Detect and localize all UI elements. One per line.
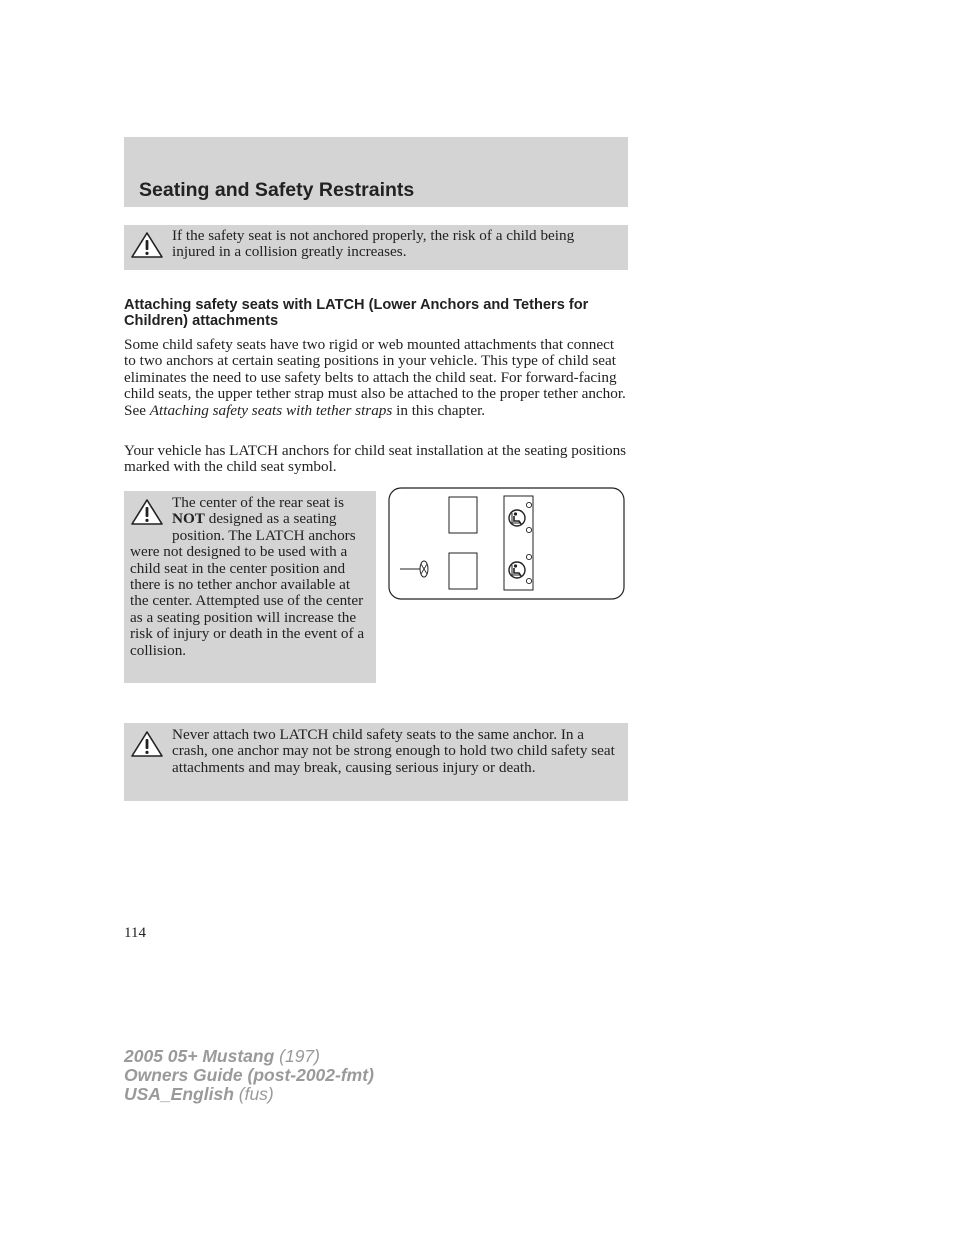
footer-model: 2005 05+ Mustang: [124, 1046, 275, 1066]
front-seat-right: [449, 497, 477, 533]
warning-box-center-seat: [124, 491, 376, 683]
warning-text-part: designed as a seating position. The LATCH anchors were not designed to be used with a child seat in the center position and there is no tether anchor available at the center. Attempted use of the center as a seating position will increase the risk of injury or death in the event of a collision.: [130, 510, 365, 659]
warning-box-anchoring: [124, 225, 628, 270]
warning-triangle-icon: [130, 498, 164, 526]
warning-triangle-icon: [130, 730, 164, 758]
latch-anchors-paragraph: Your vehicle has LATCH anchors for child seat installation at the seating positions marked with the child seat symbol.: [124, 442, 627, 476]
footer-line-3: [124, 1085, 374, 1104]
warning-text: Never attach two LATCH child safety seats to the same anchor. In a crash, one anchor may not be strong enough to hold two child safety seat attachments and may break, causing serious injury or death.: [172, 726, 615, 776]
latch-subheading: Attaching safety seats with LATCH (Lower Anchors and Tethers for Children) attachments: [124, 297, 589, 329]
warning-text-part: The center of the rear seat is: [172, 494, 345, 511]
latch-seating-diagram: [388, 487, 626, 601]
front-seat-left: [449, 553, 477, 589]
warning-box-same-anchor: [124, 723, 628, 801]
emphasis-not: NOT: [172, 510, 205, 528]
warning-text: If the safety seat is not anchored properly, the risk of a child being injured in a collision greatly increases.: [172, 227, 575, 261]
paragraph-text: in this chapter.: [392, 401, 486, 419]
document-footer: [124, 1047, 374, 1104]
page-number: 114: [124, 925, 146, 941]
anchor-point: [526, 527, 531, 532]
footer-code: (197): [274, 1046, 320, 1066]
paragraph-text: Some child safety seats have two rigid or web mounted attachments that connect to two anchors at certain seating positions in your vehicle. This type of child seat eliminates the need to use safety belts to attach the child seat. For forward-facing child seats, the upper tether strap must also be attached to the proper tether anchor. See: [124, 336, 626, 419]
anchor-point: [526, 578, 531, 583]
anchor-point: [526, 554, 531, 559]
header-band: [124, 137, 628, 207]
child-seat-symbol-icon: [509, 510, 525, 526]
warning-text: [130, 495, 370, 659]
child-seat-symbol-icon: [509, 562, 525, 578]
footer-guide: Owners Guide (post-2002-fmt): [124, 1065, 374, 1085]
cross-reference-link: Attaching safety seats with tether straps: [149, 401, 393, 419]
section-title: Seating and Safety Restraints: [139, 179, 415, 201]
warning-triangle-icon: [130, 231, 164, 259]
footer-line-1: [124, 1047, 374, 1066]
latch-description-paragraph: [124, 337, 628, 419]
anchor-point: [526, 502, 531, 507]
footer-locale-code: (fus): [233, 1084, 274, 1104]
footer-line-2: [124, 1066, 374, 1085]
footer-locale: USA_English: [124, 1084, 234, 1104]
